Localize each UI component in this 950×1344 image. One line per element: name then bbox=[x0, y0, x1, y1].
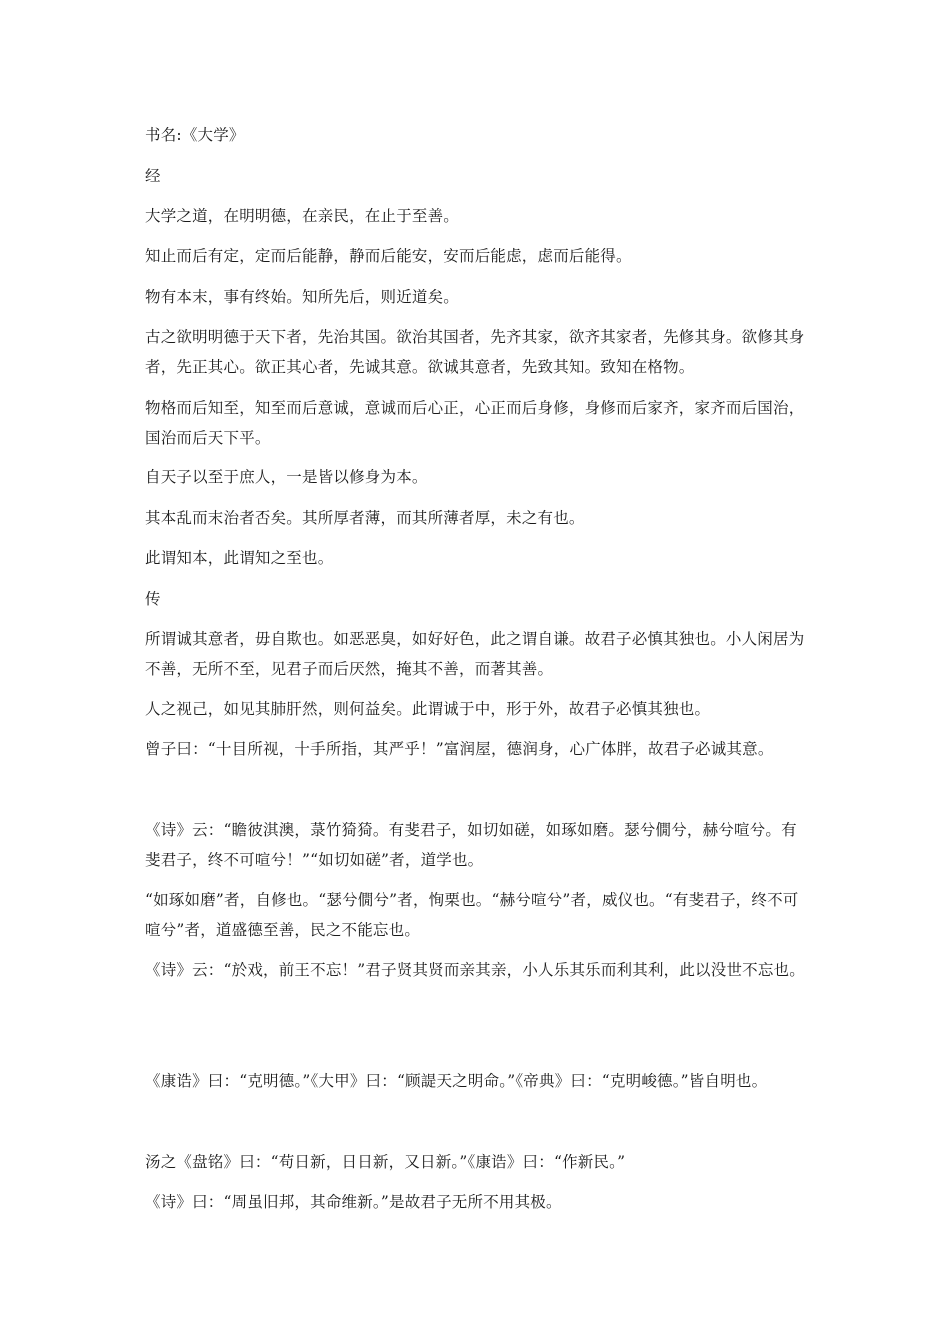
zhuan-paragraph-5: “如琢如磨”者，自修也。“瑟兮僩兮”者，恂栗也。“赫兮喧兮”者，威仪也。“有斐君子，终不可喧兮”者，道盛德至善，民之不能忘也。 bbox=[145, 891, 799, 939]
book-title: 书名:《大学》 bbox=[145, 126, 245, 144]
jing-paragraph-7: 其本乱而末治者否矣。其所厚者薄，而其所薄者厚，未之有也。 bbox=[145, 509, 585, 527]
jing-paragraph-8: 此谓知本，此谓知之至也。 bbox=[145, 549, 334, 567]
jing-paragraph-6: 自天子以至于庶人，一是皆以修身为本。 bbox=[145, 468, 428, 486]
jing-paragraph-4: 古之欲明明德于天下者，先治其国。欲治其国者，先齐其家，欲齐其家者，先修其身。欲修其身者，先正其心。欲正其心者，先诚其意。欲诚其意者，先致其知。致知在格物。 bbox=[145, 328, 805, 376]
zhuan-paragraph-9: 《诗》曰：“周虽旧邦，其命维新。”是故君子无所不用其极。 bbox=[145, 1193, 562, 1211]
zhuan-paragraph-6: 《诗》云：“於戏，前王不忘！”君子贤其贤而亲其亲，小人乐其乐而利其利，此以没世不忘也。 bbox=[145, 961, 805, 979]
section-heading-jing: 经 bbox=[145, 167, 161, 185]
zhuan-paragraph-3: 曾子曰：“十目所视，十手所指，其严乎！”富润屋，德润身，心广体胖，故君子必诚其意。 bbox=[145, 740, 774, 758]
zhuan-paragraph-7: 《康诰》曰：“克明德。”《大甲》曰：“顾諟天之明命。”《帝典》曰：“克明峻德。”皆自明也。 bbox=[145, 1072, 768, 1090]
section-heading-zhuan: 传 bbox=[145, 590, 161, 608]
jing-paragraph-3: 物有本末，事有终始。知所先后，则近道矣。 bbox=[145, 288, 460, 306]
zhuan-paragraph-2: 人之视己，如见其肺肝然，则何益矣。此谓诚于中，形于外，故君子必慎其独也。 bbox=[145, 700, 711, 718]
jing-paragraph-2: 知止而后有定，定而后能静，静而后能安，安而后能虑，虑而后能得。 bbox=[145, 247, 632, 265]
zhuan-paragraph-4: 《诗》云：“瞻彼淇澳，菉竹猗猗。有斐君子，如切如磋，如琢如磨。瑟兮僩兮，赫兮喧兮。有斐君子，终不可喧兮！”“如切如磋”者，道学也。 bbox=[145, 821, 797, 869]
jing-paragraph-5: 物格而后知至，知至而后意诚，意诚而后心正，心正而后身修，身修而后家齐，家齐而后国治，国治而后天下平。 bbox=[145, 399, 805, 447]
zhuan-paragraph-8: 汤之《盘铭》曰：“苟日新，日日新，又日新。”《康诰》曰：“作新民。” bbox=[145, 1153, 626, 1171]
jing-paragraph-1: 大学之道，在明明德，在亲民，在止于至善。 bbox=[145, 207, 460, 225]
zhuan-paragraph-1: 所谓诚其意者，毋自欺也。如恶恶臭，如好好色，此之谓自谦。故君子必慎其独也。小人闲居为不善，无所不至，见君子而后厌然，掩其不善，而著其善。 bbox=[145, 630, 805, 678]
